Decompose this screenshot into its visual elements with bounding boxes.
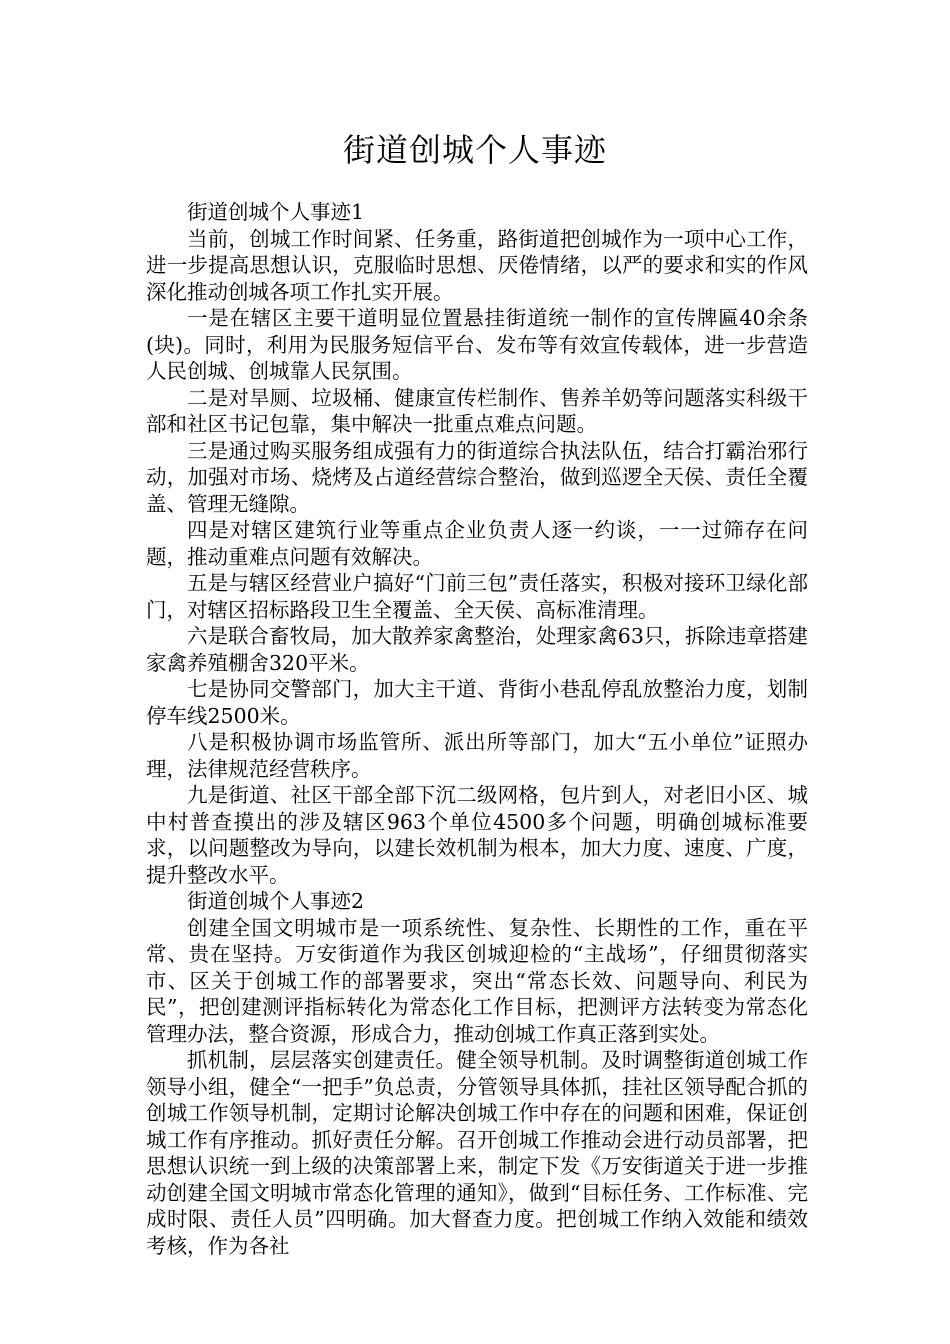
document-title: 街道创城个人事迹 (342, 131, 607, 169)
paragraph-item-2: 二是对旱厕、垃圾桶、健康宣传栏制作、售养羊奶等问题落实科级干部和社区书记包靠，集中解决一批重点难点问题。 (146, 385, 808, 436)
paragraph-item-7: 七是协同交警部门，加大主干道、背街小巷乱停乱放整治力度，划制停车线2500米。 (146, 677, 808, 728)
paragraph-mechanism: 抓机制，层层落实创建责任。健全领导机制。及时调整街道创城工作领导小组，健全“一把手”负总责，分管领导具体抓，挂社区领导配合抓的创城工作领导机制，定期讨论解决创城工作中存在的问题和困难，保证创城工作有序推动。抓好责任分解。召开创城工作推动会进行动员部署，把思想认识统一到上级的决策部署上来，制定下发《万安街道关于进一步推动创建全国文明城市常态化管理的通知》，做到“目标任务、工作标准、完成时限、责任人员”四明确。加大督查力度。把创城工作纳入效能和绩效考核，作为各社 (146, 1048, 808, 1258)
paragraph-intro: 当前，创城工作时间紧、任务重，路街道把创城作为一项中心工作，进一步提高思想认识，克服临时思想、厌倦情绪，以严的要求和实的作风深化推动创城各项工作扎实开展。 (146, 226, 808, 304)
paragraph-item-6: 六是联合畜牧局，加大散养家禽整治，处理家禽63只，拆除违章搭建家禽养殖棚舍320平米。 (146, 624, 808, 675)
section-heading-2: 街道创城个人事迹2 (187, 889, 365, 913)
paragraph-item-8: 八是积极协调市场监管所、派出所等部门，加大“五小单位”证照办理，法律规范经营秩序。 (146, 730, 808, 781)
paragraph-item-9: 九是街道、社区干部全部下沉二级网格，包片到人，对老旧小区、城中村普查摸出的涉及辖区963个单位4500多个问题，明确创城标准要求，以问题整改为导向，以建长效机制为根本，加大力度、速度、广度，提升整改水平。 (146, 783, 808, 887)
paragraph-overview: 创建全国文明城市是一项系统性、复杂性、长期性的工作，重在平常、贵在坚持。万安街道作为我区创城迎检的“主战场”，仔细贯彻落实市、区关于创城工作的部署要求，突出“常态长效、问题导向、利民为民”，把创建测评指标转化为常态化工作目标，把测评方法转变为常态化管理办法，整合资源，形成合力，推动创城工作真正落到实处。 (146, 915, 808, 1046)
paragraph-item-3: 三是通过购买服务组成强有力的街道综合执法队伍，结合打霸治邪行动，加强对市场、烧烤及占道经营综合整治，做到巡逻全天侯、责任全覆盖、管理无缝隙。 (146, 438, 808, 516)
section-heading-1: 街道创城个人事迹1 (187, 200, 365, 224)
paragraph-item-4: 四是对辖区建筑行业等重点企业负责人逐一约谈，一一过筛存在问题，推动重难点问题有效解决。 (146, 518, 808, 569)
document-body (146, 199, 808, 1259)
paragraph-item-1: 一是在辖区主要干道明显位置悬挂街道统一制作的宣传牌匾40余条(块)。同时，利用为民服务短信平台、发布等有效宣传载体，进一步营造人民创城、创城靠人民氛围。 (146, 306, 808, 383)
paragraph-item-5: 五是与辖区经营业户搞好“门前三包”责任落实，积极对接环卫绿化部门，对辖区招标路段卫生全覆盖、全天侯、高标准清理。 (146, 571, 808, 622)
